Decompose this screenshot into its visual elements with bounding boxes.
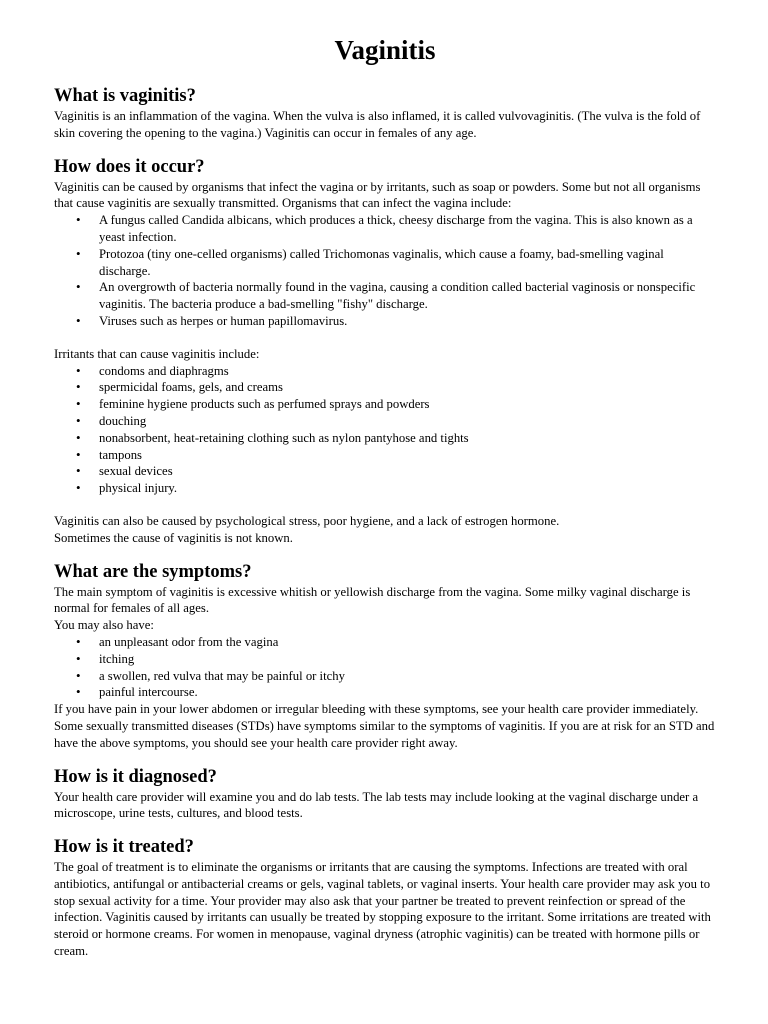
section-spacer <box>54 142 716 156</box>
paragraph: Vaginitis can also be caused by psychological stress, poor hygiene, and a lack of estrogen hormone. <box>54 513 560 528</box>
paragraph: The main symptom of vaginitis is excessive whitish or yellowish discharge from the vagina. Some milky vaginal discharge is normal for females of all ages. <box>54 584 691 616</box>
paragraph: You may also have: <box>54 618 154 633</box>
paragraph: If you have pain in your lower abdomen or irregular bleeding with these symptoms, see your health care provider immediately. Some sexually transmitted diseases (STDs) have symptoms similar to the symptoms of vaginitis. If you are at risk for an STD and have the above symptoms, you should see your health care provider right away. <box>54 702 715 750</box>
paragraph-spacer <box>54 330 716 346</box>
section-heading: How is it diagnosed? <box>54 766 217 787</box>
list-item: • Protozoa (tiny one-celled organisms) called Trichomonas vaginalis, which cause a foamy, bad-smelling vaginal discharge. <box>99 246 716 280</box>
symptoms-list <box>54 634 716 701</box>
section-heading: What are the symptoms? <box>54 561 252 582</box>
list-item: • douching <box>99 413 716 430</box>
list-item: • feminine hygiene products such as perfumed sprays and powders <box>99 396 716 413</box>
section-how-occur <box>54 156 716 547</box>
paragraph: Sometimes the cause of vaginitis is not known. <box>54 530 293 545</box>
list-item: • spermicidal foams, gels, and creams <box>99 379 716 396</box>
paragraph: Vaginitis can be caused by organisms that infect the vagina or by irritants, such as soap or powders. Some but not all organisms that cause vaginitis are sexually transmitted. Organisms that can infect the vagina include: <box>54 179 701 211</box>
section-spacer <box>54 752 716 766</box>
paragraph: Vaginitis is an inflammation of the vagina. When the vulva is also inflamed, it is called vulvovaginitis. (The vulva is the fold of skin covering the opening to the vagina.) Vaginitis can occur in females of any age. <box>54 109 701 140</box>
list-item: • an unpleasant odor from the vagina <box>99 634 716 651</box>
irritants-list <box>54 363 716 497</box>
list-item: • condoms and diaphragms <box>99 363 716 380</box>
list-item: • tampons <box>99 447 716 464</box>
list-item: • physical injury. <box>99 480 716 497</box>
organisms-list <box>54 212 716 330</box>
section-diagnosed <box>54 766 716 823</box>
paragraph: Your health care provider will examine you and do lab tests. The lab tests may include looking at the vaginal discharge under a microscope, urine tests, cultures, and blood tests. <box>54 789 699 821</box>
section-symptoms <box>54 561 716 752</box>
paragraph: The goal of treatment is to eliminate the organisms or irritants that are causing the symptoms. Infections are treated with oral antibiotics, antifungal or antibacterial creams or gels, vaginal tablets, or vaginal inserts. Your health care provider may ask you to stop sexual activity for a time. Your provider may also ask that your partner be treated to prevent reinfection or spread of the infection. Vaginitis caused by irritants can usually be treated by stopping exposure to the irritant. Some irritations are treated with steroid or hormone creams. For women in menopause, vaginal dryness (atrophic vaginitis) can be treated with hormone pills or cream. <box>54 860 711 959</box>
list-item: • Viruses such as herpes or human papillomavirus. <box>99 313 716 330</box>
paragraph-spacer <box>54 497 716 513</box>
list-item: • nonabsorbent, heat-retaining clothing such as nylon pantyhose and tights <box>99 430 716 447</box>
document-title: Vaginitis <box>334 35 436 65</box>
list-item: • itching <box>99 651 716 668</box>
section-what-is <box>54 85 716 142</box>
section-heading: What is vaginitis? <box>54 86 196 106</box>
section-heading: How does it occur? <box>54 156 205 177</box>
paragraph: Irritants that can cause vaginitis include: <box>54 346 260 361</box>
list-item: • sexual devices <box>99 463 716 480</box>
list-item: • painful intercourse. <box>99 684 716 701</box>
section-spacer <box>54 822 716 836</box>
section-heading: How is it treated? <box>54 837 194 858</box>
list-item: • A fungus called Candida albicans, which produces a thick, cheesy discharge from the vagina. This is also known as a yeast infection. <box>99 212 716 246</box>
list-item: • a swollen, red vulva that may be painful or itchy <box>99 668 716 685</box>
list-item: • An overgrowth of bacteria normally found in the vagina, causing a condition called bacterial vaginosis or nonspecific vaginitis. The bacteria produce a bad-smelling "fishy" discharge. <box>99 279 716 313</box>
section-treated <box>54 836 716 960</box>
section-spacer <box>54 547 716 561</box>
